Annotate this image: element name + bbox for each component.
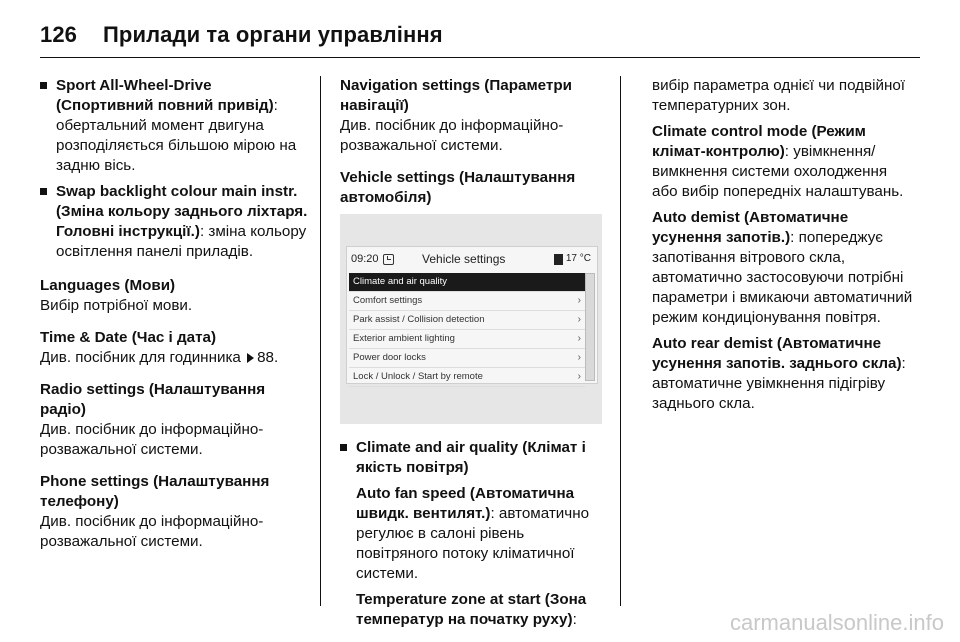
rear-demist-text: : автоматичне увімкнення підігріву заднього скла. [652,355,906,412]
languages-text: Вибір потрібної мови. [40,297,193,314]
rear-demist-title: Auto rear demist (Автоматичне усунення запотів. заднього скла) [652,335,902,372]
chevron-right-icon: › [577,295,581,306]
time-date-text: Див. посібник для годинника [40,349,241,366]
navigation-title: Navigation settings (Параметри навігації) [340,77,572,114]
menu-item-label: Lock / Unlock / Start by remote [353,371,483,382]
rear-demist-item [652,334,916,414]
screen-scrollbar[interactable] [585,273,595,381]
page-title: Прилади та органи управління [103,22,443,47]
screen-menu-list [349,273,585,387]
watermark: carmanualsonline.info [729,610,944,635]
menu-item-ambient-lighting[interactable] [349,330,585,349]
column-divider-2 [620,76,621,606]
menu-item-climate[interactable] [349,273,585,292]
menu-item-park-assist[interactable] [349,311,585,330]
languages-section [40,276,308,316]
radio-section [40,380,308,460]
bullet-square-icon [40,188,47,195]
page-header [40,22,443,48]
chevron-right-icon: › [577,371,581,382]
sport-awd-title: Sport All-Wheel-Drive (Спортивний повний привід) [56,77,274,114]
temp-zone-item [356,590,602,630]
menu-item-door-locks[interactable] [349,349,585,368]
page-number: 126 [40,22,78,47]
vehicle-section [340,168,602,208]
climate-mode-title: Climate control mode (Режим клімат-контролю) [652,123,866,160]
fan-speed-text: : автоматично регулює в салоні рівень повітряного потоку кліматичної системи. [356,505,590,582]
menu-item-label: Power door locks [353,352,426,363]
bullet-climate [340,438,602,478]
column-divider-1 [320,76,321,606]
radio-text: Див. посібник до інформаційно-розважальної системи. [40,421,264,458]
screen-header [347,247,597,271]
phone-section [40,472,308,552]
swap-backlight-text: : зміна кольору освітлення панелі приладів. [56,223,307,260]
menu-item-comfort[interactable] [349,292,585,311]
column-2 [340,76,602,636]
screen-title: Vehicle settings [422,252,506,266]
bullet-square-icon [40,82,47,89]
phone-title: Phone settings (Налаштування телефону) [40,473,270,510]
time-date-title: Time & Date (Час і дата) [40,329,217,346]
time-date-ref: 88. [257,349,279,366]
fan-speed-item [356,484,602,584]
page-reference-icon [247,353,254,363]
swap-backlight-title: Swap backlight colour main instr. (Зміна кольору заднього ліхтаря. Головні інструкції.) [56,183,308,240]
thermometer-icon [554,254,563,265]
menu-item-label: Climate and air quality [353,276,447,287]
sport-awd-text: : обертальний момент двигуна розподіляється більшою мірою на задню вісь. [56,97,297,174]
climate-mode-text: : увімкнення/ вимкнення системи охолодження або вибір попередніх налаштувань. [652,143,904,200]
chevron-right-icon: › [577,352,581,363]
column-3 [652,76,916,426]
languages-title: Languages (Мови) [40,277,176,294]
climate-title: Climate and air quality (Клімат і якість повітря) [356,439,586,476]
menu-item-remote[interactable] [349,368,585,387]
phone-text: Див. посібник до інформаційно-розважальної системи. [40,513,264,550]
auto-demist-item [652,208,916,328]
bullet-sport-awd [40,76,308,176]
header-rule [40,57,920,58]
navigation-section [340,76,602,156]
vehicle-title: Vehicle settings (Налаштування автомобіля) [340,169,576,206]
chevron-right-icon: › [577,333,581,344]
radio-title: Radio settings (Налаштування радіо) [40,381,266,418]
temp-zone-text: : [572,611,577,628]
auto-demist-title: Auto demist (Автоматичне усунення запотів.) [652,209,849,246]
bullet-swap-backlight [40,182,308,262]
auto-demist-text: : попереджує запотівання вітрового скла, автоматично застосовуючи потрібні параметри і вмикаючи автоматичний режим кондиціонування повітря. [652,229,913,326]
chevron-right-icon: › [577,314,581,325]
fan-speed-title: Auto fan speed (Автоматична швидк. вентилят.) [356,485,575,522]
bullet-square-icon [340,444,347,451]
temp-zone-continuation: вибір параметра однієї чи подвійної температурних зон. [652,77,906,114]
column-1 [40,76,308,564]
menu-item-label: Comfort settings [353,295,423,306]
climate-mode-item [652,122,916,202]
temp-zone-title: Temperature zone at start (Зона температур на початку руху) [356,591,587,628]
vehicle-settings-screenshot [340,214,602,424]
navigation-text: Див. посібник до інформаційно-розважальної системи. [340,117,564,154]
menu-item-label: Exterior ambient lighting [353,333,455,344]
screen-time: 09:20 [351,253,379,265]
time-date-section [40,328,308,368]
screen-temperature: 17 °C [565,253,591,264]
display-screen [346,246,598,384]
clock-icon [383,254,394,265]
menu-item-label: Park assist / Collision detection [353,314,485,325]
